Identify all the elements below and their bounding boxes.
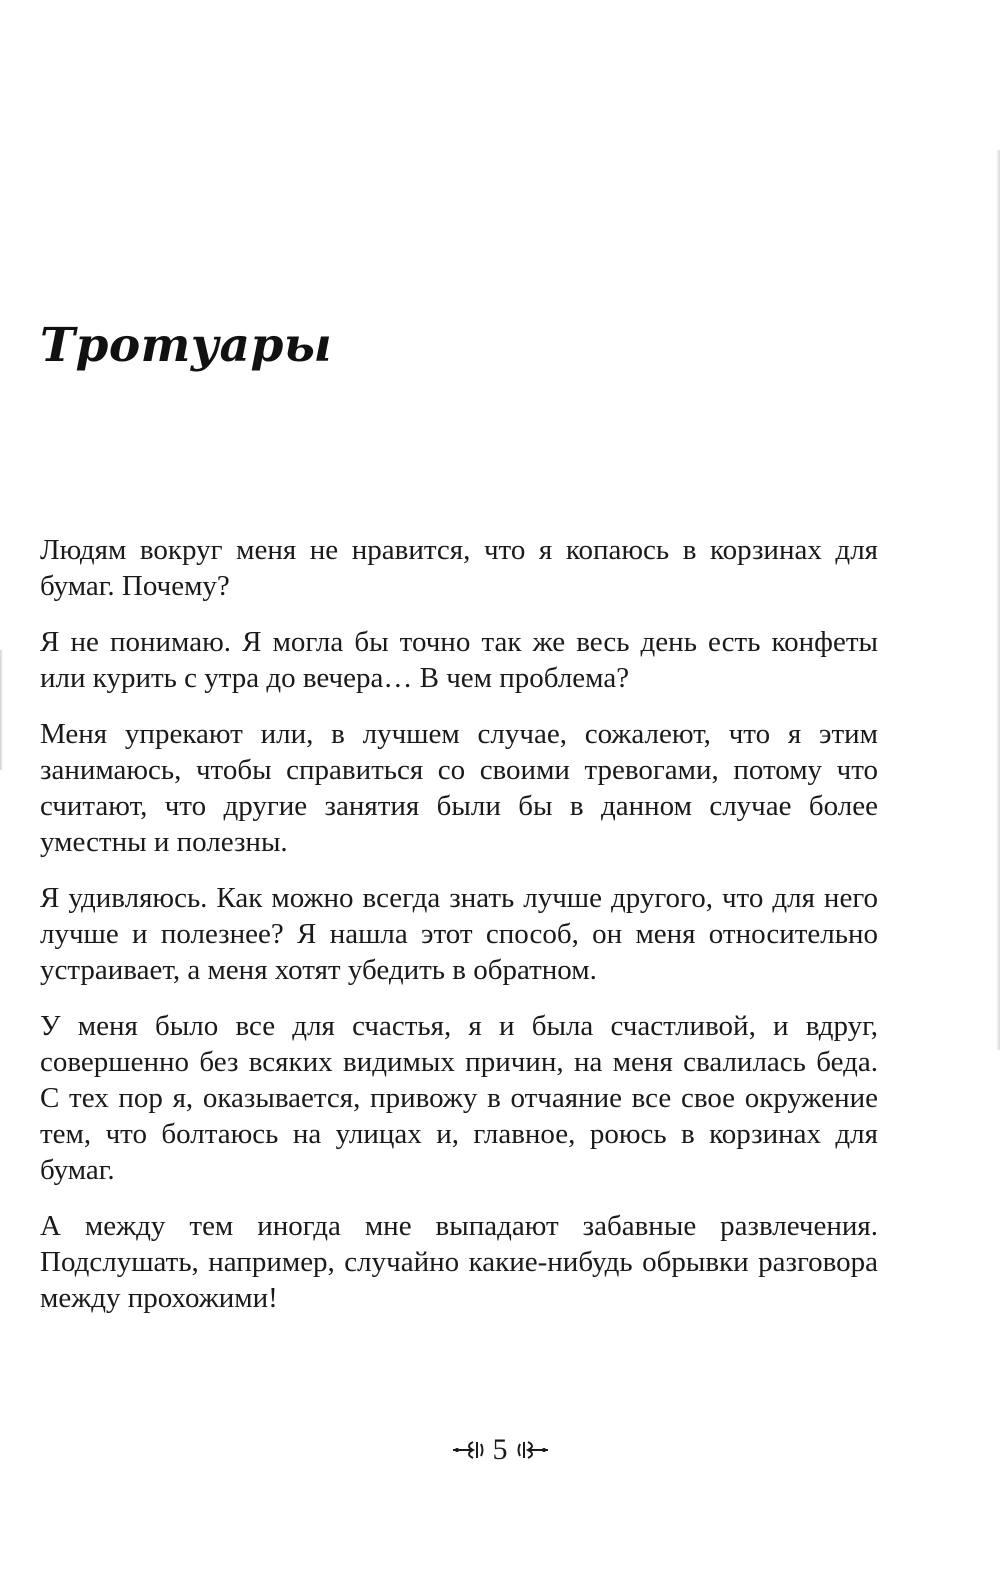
paragraph-3: Меня упрекают или, в лучшем случае, сожалеют, что я этим занимаюсь, чтобы справиться со своими тревогами, потому что считают, что другие занятия были бы в данном случае более уместны и полезны.: [40, 718, 878, 858]
paragraph-2: Я не понимаю. Я могла бы точно так же весь день есть конфеты или курить с утра до вечера… В чем проблема?: [40, 626, 878, 694]
chapter-title: Тротуары: [40, 318, 333, 373]
paragraph-5: У меня было все для счастья, я и была счастливой, и вдруг, совершенно без всяких видимых причин, на меня свалилась беда. С тех пор я, оказывается, привожу в отчаяние все свое окружение тем, что болтаюсь на улицах и, главное, роюсь в корзинах для бумаг.: [40, 1010, 878, 1186]
page-number: 5: [492, 1433, 508, 1466]
body-text: [40, 532, 878, 1336]
page-folio: [0, 1432, 1000, 1468]
paragraph-4: Я удивляюсь. Как можно всегда знать лучше другого, что для него лучше и полезнее? Я нашла этот способ, он меня относительно устраивает, а меня хотят убедить в обратном.: [40, 882, 878, 986]
page-edge-shadow-left: [0, 650, 3, 770]
ornament-left-icon: [451, 1439, 485, 1461]
ornament-right-icon: [516, 1439, 550, 1461]
paragraph-1: Людям вокруг меня не нравится, что я копаюсь в корзинах для бумаг. Почему?: [40, 534, 878, 602]
paragraph-6: А между тем иногда мне выпадают забавные развлечения. Подслушать, например, случайно какие-нибудь обрывки разговора между прохожими!: [40, 1210, 878, 1314]
page-edge-shadow-right: [996, 150, 1000, 1050]
